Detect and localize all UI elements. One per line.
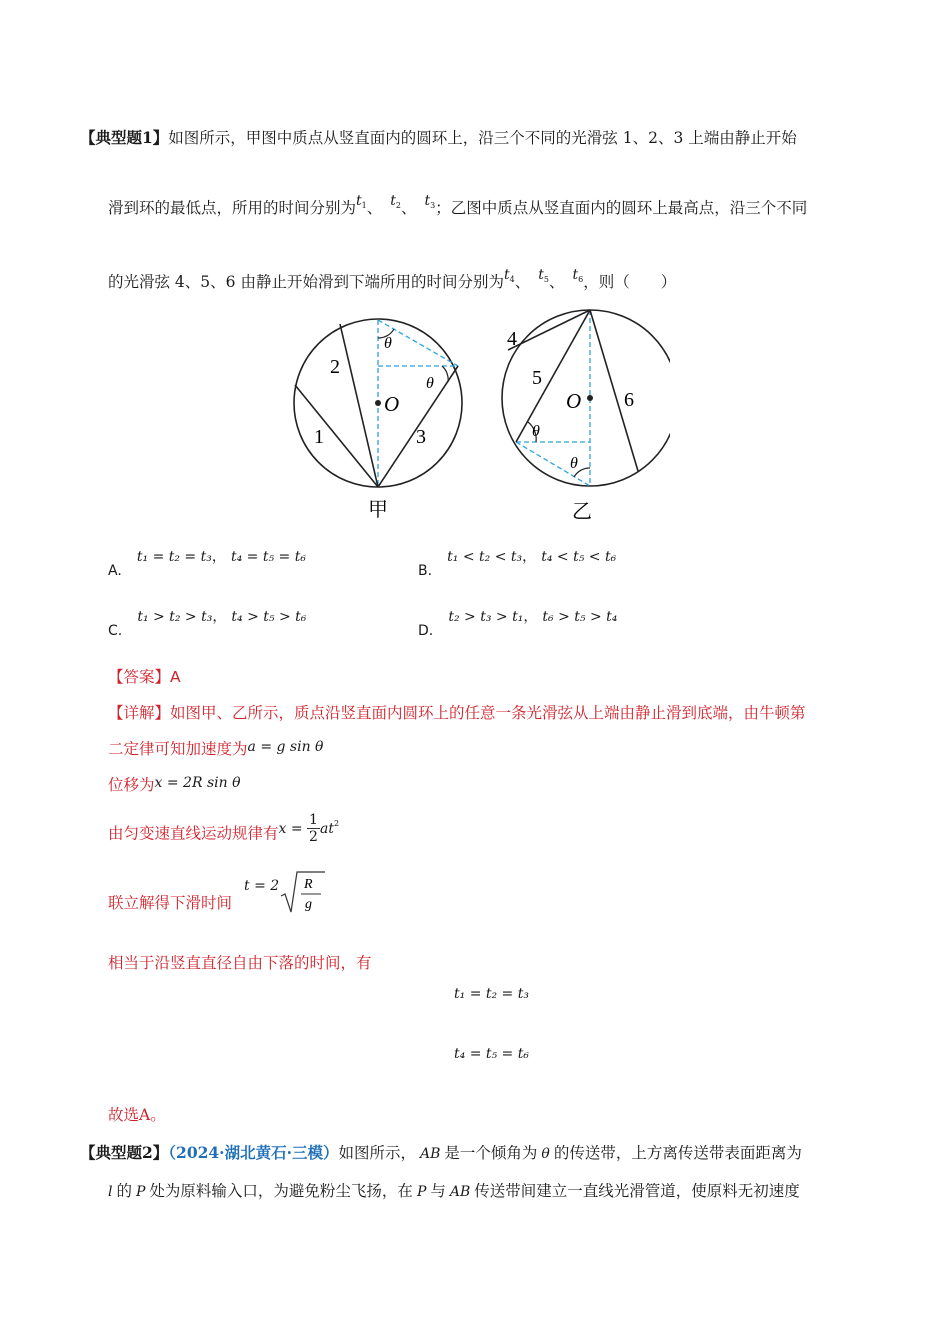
answer-value: A xyxy=(170,668,181,686)
symbol-l: l xyxy=(108,1184,113,1200)
q1-text-3b: ，则（ ） xyxy=(583,273,677,291)
equation-displacement: x = 2R sin θ xyxy=(154,775,241,791)
option-d-expr2: t₆ > t₅ > t₄ xyxy=(542,609,618,625)
option-d[interactable]: D. t₂ > t₃ > t₁， t₆ > t₅ > t₄ xyxy=(418,609,618,639)
chord-label-5: 5 xyxy=(532,367,542,389)
equation-kinematics: x = $\frac{1}{2}$ $at^2$ xyxy=(278,812,340,845)
q2-line2 xyxy=(108,1180,800,1203)
sep: 、 xyxy=(514,273,531,291)
q1-text-2a: 滑到环的最低点，所用的时间分别为 xyxy=(108,199,357,217)
angle-label-right-left: θ xyxy=(532,423,540,440)
chord-label-1: 1 xyxy=(314,426,324,448)
detail-text-6: 相当于沿竖直直径自由下落的时间，有 xyxy=(108,954,372,972)
symbol-ab: AB xyxy=(449,1184,471,1200)
detail-tag: 【详解】 xyxy=(108,704,171,722)
sep: 、 xyxy=(366,199,383,217)
time-t2: $t_2$ xyxy=(390,193,401,210)
q2-source: （2024·湖北黄石·三模） xyxy=(168,1143,339,1162)
q2-text-2b: 处为原料输入口，为避免粉尘飞扬，在 xyxy=(149,1182,413,1200)
option-a[interactable]: A. t₁ = t₂ = t₃， t₄ = t₅ = t₆ xyxy=(108,549,306,579)
detail-line1 xyxy=(108,702,806,724)
center-label-left: O xyxy=(384,392,400,416)
equation-acceleration: a = g sin θ xyxy=(247,739,324,755)
option-c-expr1: t₁ > t₂ > t₃ xyxy=(137,609,213,625)
chord-label-3: 3 xyxy=(416,426,426,448)
angle-label-right-bottom: θ xyxy=(570,455,578,472)
time-t3: $t_3$ xyxy=(424,193,436,210)
circle-chords-figure xyxy=(280,298,670,530)
q1-tag: 【典型题1】 xyxy=(80,128,169,147)
detail-text-3: 位移为 xyxy=(108,776,155,794)
answer-tag: 【答案】 xyxy=(108,668,171,686)
detail-line4 xyxy=(108,812,340,851)
detail-line5 xyxy=(108,892,232,914)
time-t4: $t_4$ xyxy=(503,267,515,284)
conclusion: 故选A。 xyxy=(108,1106,166,1124)
svg-text:R: R xyxy=(304,877,313,892)
q1-line2 xyxy=(108,190,807,219)
svg-text:g: g xyxy=(305,897,313,912)
option-d-expr1: t₂ > t₃ > t₁ xyxy=(448,609,524,625)
q2-text-1a: 如图所示， xyxy=(338,1144,416,1162)
detail-text-2: 二定律可知加速度为 xyxy=(108,740,248,758)
detail-text-5: 联立解得下滑时间 xyxy=(108,894,233,912)
figure-right xyxy=(502,310,670,523)
detail-line6 xyxy=(108,952,372,974)
angle-label-left-right: θ xyxy=(426,375,434,392)
q2-line1 xyxy=(80,1142,802,1165)
chord-label-2: 2 xyxy=(330,356,340,378)
q2-text-1c: 的传送带，上方离传送带表面距离为 xyxy=(553,1144,802,1162)
figure-left xyxy=(294,319,462,521)
q2-text-2d: 传送带间建立一直线光滑管道，使原料无初速度 xyxy=(474,1182,800,1200)
option-c-letter: C. xyxy=(108,623,123,639)
q2-text-2c: 与 xyxy=(430,1182,446,1200)
detail-text-4: 由匀变速直线运动规律有 xyxy=(108,824,279,843)
chord-label-4: 4 xyxy=(507,328,517,350)
option-c-expr2: t₄ > t₅ > t₆ xyxy=(231,609,307,625)
q1-line3 xyxy=(108,264,676,293)
caption-left: 甲 xyxy=(368,499,388,521)
option-a-expr1: t₁ = t₂ = t₃ xyxy=(136,549,212,565)
time-t6: $t_6$ xyxy=(572,267,584,284)
sep: 、 xyxy=(401,199,417,217)
equation-time: t = 2 R g xyxy=(244,868,327,916)
option-a-expr2: t₄ = t₅ = t₆ xyxy=(230,549,306,565)
q1-text-1: 如图所示，甲图中质点从竖直面内的圆环上，沿三个不同的光滑弦 1、2、3 上端由静止开始 xyxy=(168,129,797,147)
sep: 、 xyxy=(548,273,565,291)
option-b-letter: B. xyxy=(418,563,433,579)
option-b-expr1: t₁ < t₂ < t₃ xyxy=(447,549,523,565)
detail-text-1: 如图甲、乙所示，质点沿竖直面内圆环上的任意一条光滑弦从上端由静止滑到底端，由牛顿第 xyxy=(170,704,806,722)
time-t5: $t_5$ xyxy=(538,267,549,284)
time-t1: $t_1$ xyxy=(356,193,367,210)
q2-text-2a: 的 xyxy=(116,1182,132,1200)
detail-line3 xyxy=(108,772,241,796)
option-c[interactable]: C. t₁ > t₂ > t₃， t₄ > t₅ > t₆ xyxy=(108,609,307,639)
q1-text-2b: ；乙图中质点从竖直面内的圆环上最高点，沿三个不同 xyxy=(435,199,808,217)
symbol-ab: AB xyxy=(420,1146,441,1162)
q1-text-3a: 的光滑弦 4、5、6 由静止开始滑到下端所用的时间分别为 xyxy=(108,273,504,291)
q2-tag: 【典型题2】 xyxy=(80,1143,169,1162)
chord-label-6: 6 xyxy=(624,389,634,411)
option-a-letter: A. xyxy=(108,563,122,579)
caption-right: 乙 xyxy=(572,501,592,523)
result-equation-2: t₄ = t₅ = t₆ xyxy=(454,1046,529,1062)
symbol-p: P xyxy=(416,1184,427,1200)
symbol-p: P xyxy=(136,1184,146,1200)
answer-line xyxy=(108,666,181,688)
q1-line1 xyxy=(80,127,797,149)
option-d-letter: D. xyxy=(418,623,434,639)
angle-label-left-top: θ xyxy=(384,335,392,352)
q2-text-1b: 是一个倾角为 xyxy=(444,1144,538,1162)
option-b-expr2: t₄ < t₅ < t₆ xyxy=(541,549,617,565)
result-equation-1: t₁ = t₂ = t₃ xyxy=(454,986,529,1002)
symbol-theta: θ xyxy=(541,1146,550,1162)
center-label-right: O xyxy=(566,389,582,413)
detail-line2 xyxy=(108,736,323,760)
option-b[interactable]: B. t₁ < t₂ < t₃， t₄ < t₅ < t₆ xyxy=(418,549,617,579)
